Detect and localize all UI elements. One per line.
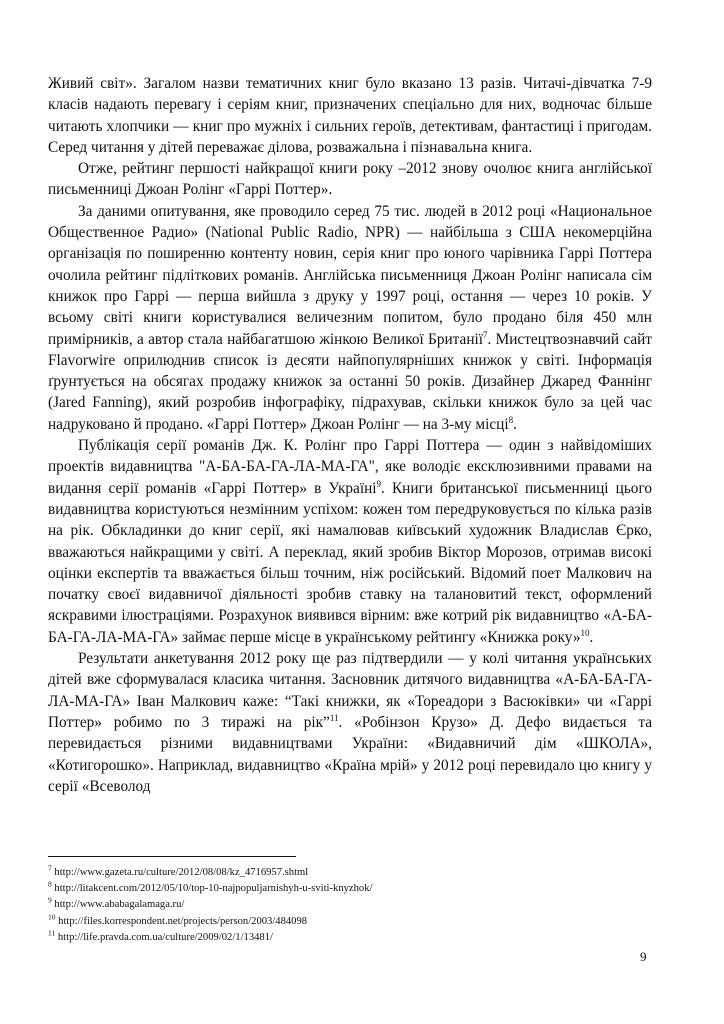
footnote-number: 11 [48,928,56,938]
footnotes [48,865,648,946]
paragraph-p5 [48,648,652,797]
paragraph-p2 [48,158,652,201]
footnote-item [48,914,648,930]
footnote-number: 7 [48,863,52,873]
paragraph-p4 [48,435,652,648]
footnote-number: 10 [48,912,56,922]
footnote-item [48,930,648,946]
footnote-ref: 11 [329,712,339,723]
paragraph-text: . «Робінзон Крузо» Д. Дефо видається та перевидається різними видавництвами України: «Видавничий дім «ШКОЛА», «Котигорошко». Наприклад, видавництво «Країна мрій» у 2012 році перевидало цю книгу у серії «Всеволод [48,713,653,795]
footnote-number: 9 [48,895,52,905]
page-number: 9 [640,949,647,964]
paragraph-text: . [513,415,517,433]
footnote-url: http://www.gazeta.ru/culture/2012/08/08/kz_4716957.shtml [51,867,309,878]
footnote-divider [48,856,296,857]
footnote-ref: 8 [508,414,514,425]
footnote-url: http://files.korrespondent.net/projects/person/2003/484098 [55,915,308,927]
footnote-url: http://litakcent.com/2012/05/10/top-10-najpopuljarnishyh-u-sviti-knyzhok/ [51,883,373,895]
paragraph-text: Отже, рейтинг першості найкращої книги року –2012 знову очолює книга англійської письменниці Джоан Ролінг «Гаррі Поттер». [48,160,652,199]
body-text [48,73,652,797]
paragraph-text: Живий світ». Загалом назви тематичних книг було вказано 13 разів. Читачі-дівчатка 7-9 класів надають перевагу і серіям книг, призначених спеціально для них, водночас більше читають хлопчики — книг про мужніх і сильних героїв, детективам, фантастиці і пригодам. Серед читання у дітей переважає ділова, розважальна і пізнавальна книга. [48,75,652,156]
footnote-item [48,881,648,897]
footnote-ref: 9 [376,478,382,489]
footnote-item [48,897,648,913]
footnote-url: http://www.ababagalamaga.ru/ [51,899,185,911]
paragraph-text: . [589,628,594,646]
paragraph-text: . Книги британської письменниці цього видавництва користуються незмінним успіхом: кожен том передруковується по кілька разів на рік. Обкладинки до книг серії, які намалював київський художник Владислав Єрко, вважаються найкращими у світі. А переклад, який зробив Віктор Морозов, отримав високі оцінки експертів та вважається більш точним, ніж російський. Відомий поет Малкович на початку своєї видавничої діяльності зробив ставку на талановитий текст, оформлений яскравими ілюстраціями. Розрахунок виявився вірним: вже котрий рік видавництво «А-БА-БА-ГА-ЛА-МА-ГА» займає перше місце в українському рейтингу «Книжка року» [48,479,652,646]
paragraph-text: За даними опитування, яке проводило серед 75 тис. людей в 2012 році «Национальное Общественное Радио» (National Public Radio, NPR) — найбільша з США некомерційна організація по поширенню контенту новин, серія книг про юного чарівника Гаррі Поттера очолила рейтинг підліткових романів. Англійська письменниця Джоан Ролінг написала сім книжок про Гаррі — перша вийшла з друку у 1997 році, остання — через 10 років. У всьому світі книги користувалися величезним попитом, було продано біля 450 млн примірників, а автор стала найбагатшою жінкою Великої Британії [48,202,652,348]
paragraph-text: Публікація серії романів Дж. К. Ролінг про Гаррі Поттера — один з найвідоміших проектів видавництва "А-БА-БА-ГА-ЛА-МА-ГА", яке володіє ексклюзивними правами на видання серії романів «Гаррі Поттер» в Україні [48,437,652,497]
paragraph-p3 [48,201,652,435]
footnote-ref: 7 [483,329,488,340]
paragraph-text: . Мистецтвознавчий сайт Flavorwire оприлюднив список із десяти найпопулярніших книжок у світі. Інформація ґрунтується на обсягах продажу книжок за останні 50 років. Дизайнер Джаред Фаннінг (Jared Fanning), який розробив інфографіку, підрахував, скільки книжок було за цей час надруковано й продано. «Гаррі Поттер» Джоан Ролінг — на 3-му місці [48,330,652,433]
footnote-url: http://life.pravda.com.ua/culture/2009/02/1/13481/ [55,931,273,943]
paragraph-text: Результати анкетування 2012 року ще раз підтвердили — у колі читання українських дітей вже сформувалася класика читання. Засновник дитячого видавництва «А-БА-БА-ГА-ЛА-МА-ГА» Іван Малкович каже: “Такі книжки, як «Тореадори з Васюківки» чи «Гаррі Поттер» робимо по 3 тиражі на рік” [48,650,652,731]
paragraph-p1 [48,73,652,158]
footnote-ref: 10 [580,627,590,638]
footnote-item [48,865,648,881]
footnote-number: 8 [48,879,52,889]
